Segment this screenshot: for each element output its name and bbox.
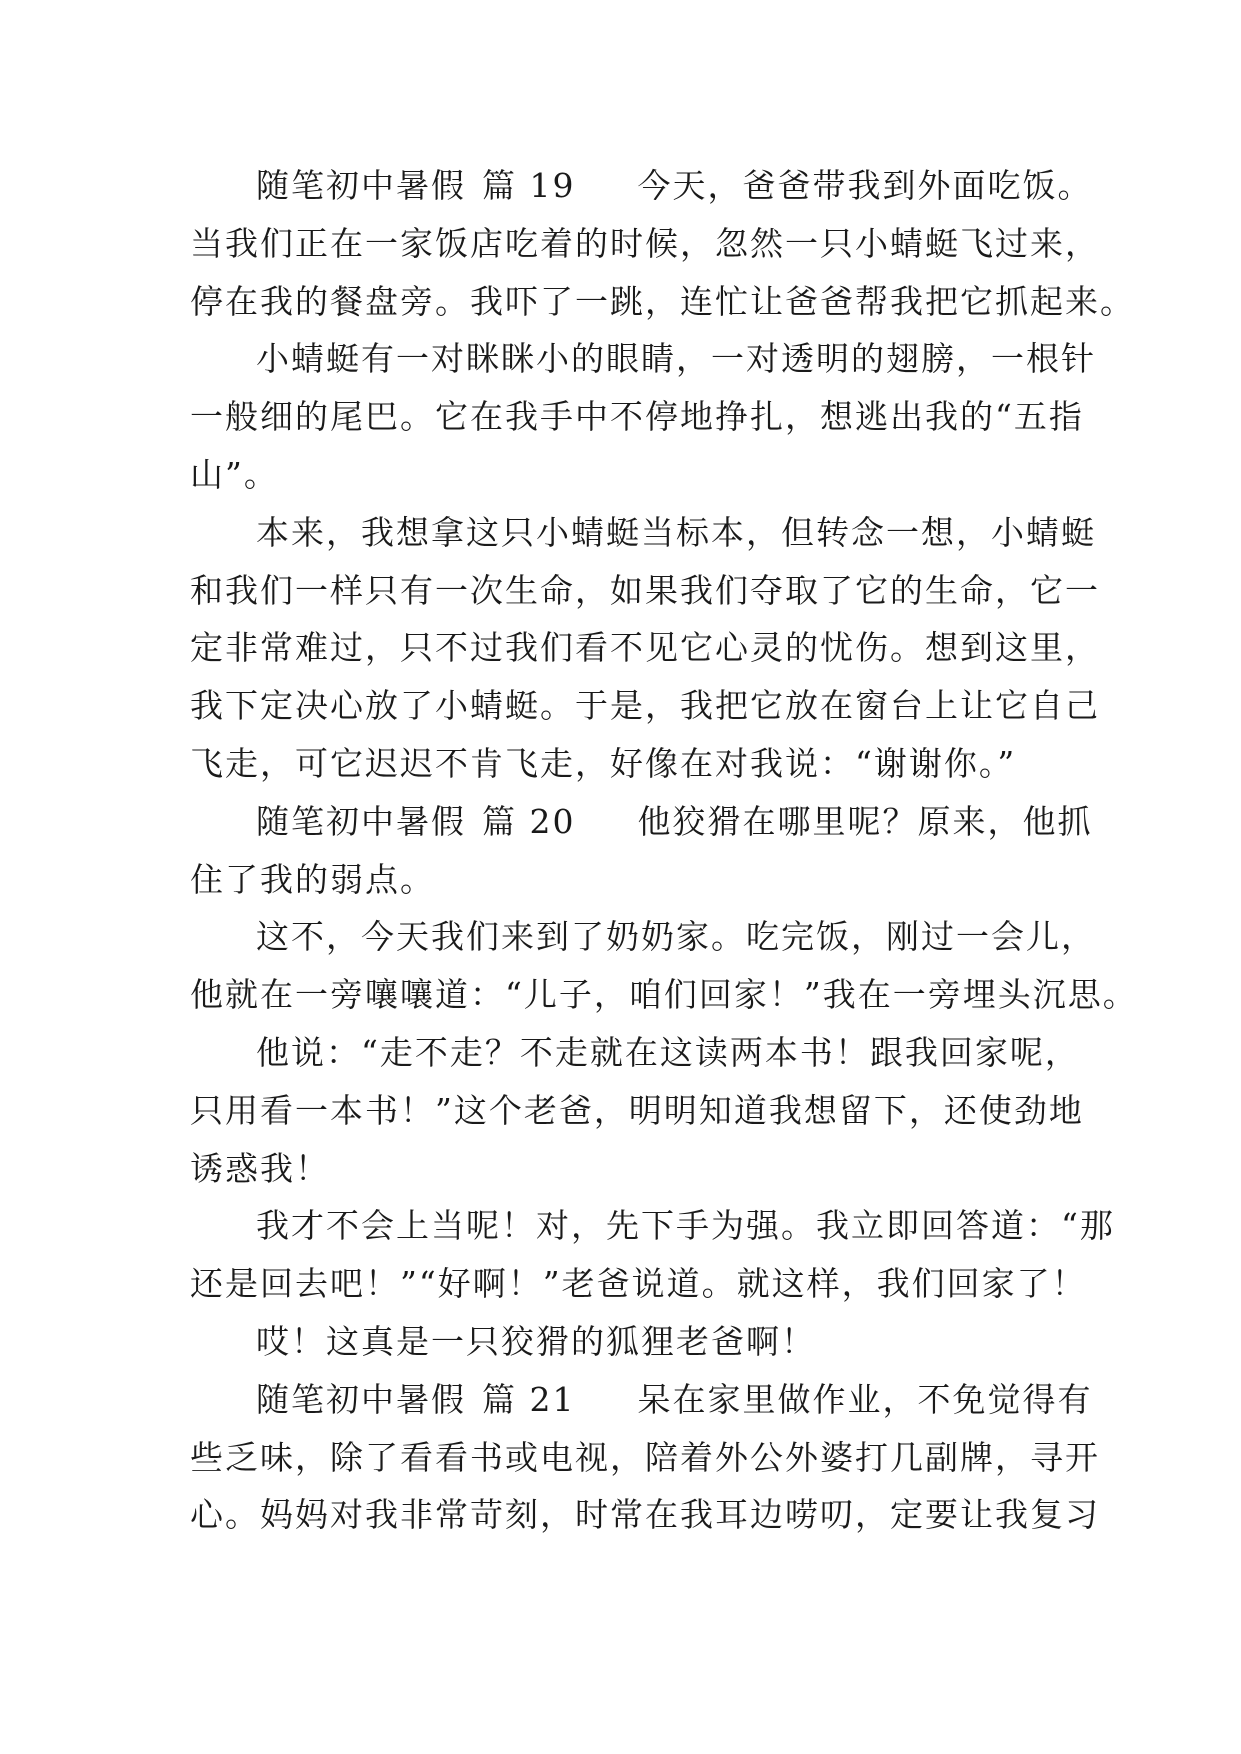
section-heading-21 bbox=[190, 1371, 1093, 1429]
section-number: 篇 19 bbox=[482, 166, 576, 205]
text-line: 停在我的餐盘旁。我吓了一跳，连忙让爸爸帮我把它抓起来。 bbox=[190, 281, 1135, 321]
text-line: 小蜻蜓有一对眯眯小的眼睛，一对透明的翅膀，一根针 bbox=[256, 339, 1096, 379]
text-line: 一般细的尾巴。它在我手中不停地挣扎，想逃出我的“五指 bbox=[190, 397, 1084, 437]
paragraph-text: 今天，爸爸带我到外面吃饭。 bbox=[637, 166, 1093, 205]
section-number: 篇 21 bbox=[482, 1379, 576, 1419]
text-line: 这不，今天我们来到了奶奶家。吃完饭，刚过一会儿， bbox=[256, 917, 1096, 957]
paragraph-text: 呆在家里做作业，不免觉得有 bbox=[637, 1379, 1093, 1419]
text-line: 些乏味，除了看看书或电视，陪着外公外婆打几副牌，寻开 bbox=[190, 1437, 1100, 1477]
text-line: 哎！这真是一只狡猾的狐狸老爸啊！ bbox=[256, 1321, 816, 1361]
text-line: 定非常难过，只不过我们看不见它心灵的忧伤。想到这里， bbox=[190, 628, 1100, 668]
text-line: 只用看一本书！”这个老爸，明明知道我想留下，还使劲地 bbox=[190, 1090, 1084, 1130]
section-heading-19 bbox=[190, 157, 1093, 215]
paragraph-text: 他狡猾在哪里呢？原来，他抓 bbox=[637, 801, 1093, 841]
text-line: 本来，我想拿这只小蜻蜓当标本，但转念一想，小蜻蜓 bbox=[256, 512, 1096, 552]
text-line: 诱惑我！ bbox=[190, 1148, 330, 1188]
text-line: 山”。 bbox=[190, 454, 279, 494]
text-line: 心。妈妈对我非常苛刻，时常在我耳边唠叨，定要让我复习 bbox=[190, 1495, 1100, 1535]
text-line: 住了我的弱点。 bbox=[190, 859, 435, 899]
text-line: 当我们正在一家饭店吃着的时候，忽然一只小蜻蜓飞过来， bbox=[190, 223, 1100, 263]
section-heading-20 bbox=[190, 793, 1093, 851]
section-number: 篇 20 bbox=[482, 801, 576, 841]
text-line: 飞走，可它迟迟不肯飞走，好像在对我说：“谢谢你。” bbox=[190, 743, 1017, 783]
section-title: 随笔初中暑假 bbox=[256, 1379, 466, 1419]
text-line: 我才不会上当呢！对，先下手为强。我立即回答道：“那 bbox=[256, 1206, 1115, 1246]
text-line: 他说：“走不走？不走就在这读两本书！跟我回家呢， bbox=[256, 1032, 1080, 1072]
text-line: 还是回去吧！”“好啊！”老爸说道。就这样，我们回家了！ bbox=[190, 1264, 1087, 1304]
section-title: 随笔初中暑假 bbox=[256, 801, 466, 841]
section-title: 随笔初中暑假 bbox=[256, 166, 466, 205]
text-line: 和我们一样只有一次生命，如果我们夺取了它的生命，它一 bbox=[190, 570, 1100, 610]
text-line: 他就在一旁嚷嚷道：“儿子，咱们回家！”我在一旁埋头沉思。 bbox=[190, 975, 1138, 1015]
text-line: 我下定决心放了小蜻蜓。于是，我把它放在窗台上让它自己 bbox=[190, 686, 1100, 726]
article-body bbox=[190, 157, 1138, 1544]
